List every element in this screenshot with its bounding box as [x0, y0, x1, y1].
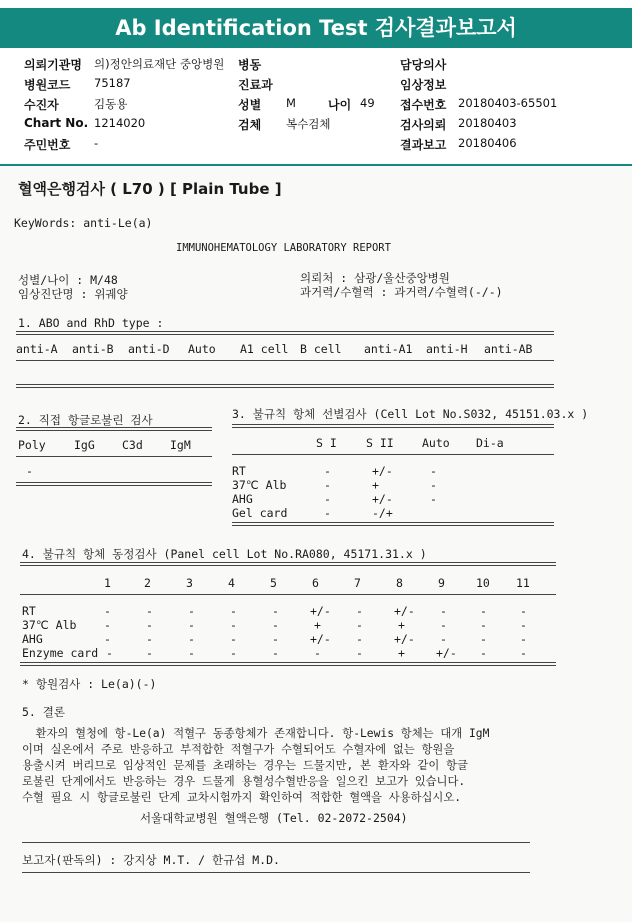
- screen-row-label: Gel card: [232, 506, 288, 520]
- panel-col: 9: [438, 576, 445, 590]
- panel-row-label: Enzyme card: [22, 646, 99, 660]
- panel-cell: -: [480, 618, 487, 632]
- panel-cell: -: [146, 618, 153, 632]
- dat-col: C3d: [122, 438, 143, 452]
- panel-cell: +: [398, 618, 405, 632]
- panel-cell: -: [272, 646, 279, 660]
- collector-value: 김동용: [94, 97, 128, 111]
- history: 과거력/수혈력 : 과거력/수혈력(-/-): [300, 285, 503, 299]
- panel-cell: -: [230, 632, 237, 646]
- rule: [16, 331, 554, 335]
- screen-cell: -: [324, 464, 331, 478]
- panel-cell: +/-: [436, 646, 457, 660]
- screen-cell: +/-: [372, 492, 393, 506]
- doctor-label: 담당의사: [400, 58, 447, 72]
- report-title: Ab Identification Test 검사결과보고서: [0, 8, 632, 48]
- screen-col: S II: [366, 436, 394, 450]
- rule: [20, 662, 556, 666]
- panel-cell: -: [188, 604, 195, 618]
- rule: [232, 522, 554, 526]
- panel-cell: -: [146, 604, 153, 618]
- panel-cell: -: [230, 618, 237, 632]
- screen-cell: -: [430, 478, 437, 492]
- screen-col: Auto: [422, 436, 450, 450]
- rule: [232, 454, 554, 455]
- panel-cell: -: [230, 604, 237, 618]
- chart-label: Chart No.: [24, 116, 89, 130]
- panel-cell: -: [188, 632, 195, 646]
- rule: [16, 482, 212, 486]
- specimen-value: 복수검체: [286, 117, 331, 131]
- panel-row-label: AHG: [22, 632, 43, 646]
- panel-col: 2: [144, 576, 151, 590]
- screen-cell: +: [372, 478, 379, 492]
- age-value: 49: [360, 96, 375, 110]
- panel-col: 8: [396, 576, 403, 590]
- section-2-title: 2. 직접 항글로불린 검사: [18, 413, 153, 427]
- screen-cell: -: [430, 492, 437, 506]
- screen-cell: -: [430, 464, 437, 478]
- section-5-title: 5. 결론: [22, 705, 65, 719]
- panel-cell: -: [188, 646, 195, 660]
- screen-row-label: RT: [232, 464, 246, 478]
- panel-cell: +/-: [394, 604, 415, 618]
- panel-cell: -: [314, 646, 321, 660]
- scanned-report: [0, 166, 632, 922]
- report-date-label: 결과보고: [400, 138, 447, 152]
- clinical-label: 임상정보: [400, 78, 447, 92]
- panel-cell: -: [104, 618, 111, 632]
- panel-col: 1: [104, 576, 111, 590]
- panel-col: 11: [516, 576, 530, 590]
- section-4-title: 4. 불규칙 항체 동정검사 (Panel cell Lot No.RA080, 45171.31.x ): [22, 547, 427, 561]
- reporter: 보고자(판독의) : 강지상 M.T. / 한규섭 M.D.: [22, 853, 280, 867]
- sex-age: 성별/나이 : M/48: [18, 273, 118, 287]
- panel-cell: -: [356, 618, 363, 632]
- dat-value: -: [26, 464, 33, 478]
- panel-cell: -: [520, 632, 527, 646]
- panel-cell: -: [230, 646, 237, 660]
- report-date-value: 20180406: [458, 136, 517, 150]
- section-3-title: 3. 불규칙 항체 선별검사 (Cell Lot No.S032, 45151.03.x ): [232, 407, 589, 421]
- panel-cell: -: [480, 604, 487, 618]
- screen-col: Di-a: [476, 436, 504, 450]
- rule: [16, 384, 554, 388]
- abo-col: anti-B: [72, 342, 114, 356]
- sex-value: M: [286, 96, 296, 110]
- rule: [20, 594, 556, 595]
- panel-col: 3: [186, 576, 193, 590]
- panel-cell: -: [520, 618, 527, 632]
- panel-cell: -: [520, 604, 527, 618]
- abo-col: Auto: [188, 342, 216, 356]
- conclusion-line: 수혈 필요 시 항글로불린 단계 교차시험까지 확인하여 적합한 혈액을 사용하십시오.: [22, 791, 462, 804]
- panel-cell: +: [398, 646, 405, 660]
- keywords: KeyWords: anti-Le(a): [14, 216, 153, 230]
- rule: [16, 427, 212, 431]
- panel-col: 5: [270, 576, 277, 590]
- panel-cell: -: [356, 632, 363, 646]
- screen-cell: -: [324, 492, 331, 506]
- abo-col: anti-H: [426, 342, 468, 356]
- rule: [20, 562, 556, 566]
- requester: 의뢰처 : 삼광/울산중앙병원: [300, 271, 450, 285]
- screen-row-label: 37℃ Alb: [232, 478, 287, 492]
- screen-cell: -: [324, 478, 331, 492]
- panel-cell: +/-: [310, 632, 331, 646]
- abo-col: A1 cell: [240, 342, 289, 356]
- sex-label: 성별: [238, 98, 262, 112]
- rrn-value: -: [94, 136, 99, 150]
- conclusion-line: 용출시켜 버리므로 임상적인 문제를 초래하는 경우는 드물지만, 본 환자와 같이 항글: [22, 759, 468, 772]
- panel-cell: +: [314, 618, 321, 632]
- panel-cell: -: [356, 604, 363, 618]
- dat-col: IgM: [170, 438, 191, 452]
- abo-col: anti-AB: [484, 342, 533, 356]
- panel-cell: -: [272, 632, 279, 646]
- specimen-label: 검체: [238, 118, 262, 132]
- panel-row-label: 37℃ Alb: [22, 618, 77, 632]
- request-value: 20180403: [458, 116, 517, 130]
- hospcode-label: 병원코드: [24, 78, 71, 92]
- receipt-value: 20180403-65501: [458, 96, 558, 110]
- dept-label: 진료과: [238, 78, 273, 92]
- panel-col: 7: [354, 576, 361, 590]
- screen-cell: -/+: [372, 506, 393, 520]
- report-header: [0, 48, 632, 166]
- report-heading: 혈액은행검사 ( L70 ) [ Plain Tube ]: [18, 180, 282, 198]
- panel-cell: -: [104, 604, 111, 618]
- panel-col: 6: [312, 576, 319, 590]
- panel-col: 4: [228, 576, 235, 590]
- screen-col: S I: [316, 436, 337, 450]
- screen-cell: +/-: [372, 464, 393, 478]
- panel-cell: -: [440, 618, 447, 632]
- panel-cell: -: [440, 632, 447, 646]
- panel-row-label: RT: [22, 604, 36, 618]
- lab-title: IMMUNOHEMATOLOGY LABORATORY REPORT: [176, 242, 391, 254]
- ward-label: 병동: [238, 58, 262, 72]
- panel-cell: -: [188, 618, 195, 632]
- blood-bank-contact: 서울대학교병원 혈액은행 (Tel. 02-2072-2504): [140, 811, 408, 825]
- rule: [16, 360, 554, 361]
- antigen-test: * 항원검사 : Le(a)(-): [22, 677, 157, 691]
- panel-col: 10: [476, 576, 490, 590]
- diagnosis: 임상진단명 : 위궤양: [18, 287, 128, 301]
- hospital-value: 의)정안의료재단 중앙병원: [94, 57, 225, 71]
- rule: [232, 424, 554, 428]
- conclusion-line: 환자의 혈청에 항-Le(a) 적혈구 동종항체가 존재합니다. 항-Lewis 항체는 대개 IgM: [22, 727, 490, 740]
- panel-cell: -: [272, 604, 279, 618]
- section-1-title: 1. ABO and RhD type :: [18, 316, 164, 330]
- abo-col: anti-A1: [364, 342, 413, 356]
- abo-col: anti-D: [128, 342, 170, 356]
- receipt-label: 접수번호: [400, 98, 447, 112]
- panel-cell: -: [104, 632, 111, 646]
- panel-cell: +/-: [394, 632, 415, 646]
- conclusion-line: 로불린 단계에서도 반응하는 경우 드물게 용혈성수혈반응을 일으킨 보고가 있습니다.: [22, 775, 466, 788]
- age-label: 나이: [328, 98, 352, 112]
- panel-cell: -: [520, 646, 527, 660]
- panel-cell: -: [480, 646, 487, 660]
- hospital-label: 의뢰기관명: [24, 58, 82, 72]
- hospcode-value: 75187: [94, 76, 131, 90]
- abo-col: anti-A: [16, 342, 58, 356]
- dat-col: IgG: [74, 438, 95, 452]
- abo-col: B cell: [300, 342, 342, 356]
- rule: [22, 842, 530, 843]
- panel-cell: -: [146, 646, 153, 660]
- dat-col: Poly: [18, 438, 46, 452]
- rule: [22, 872, 530, 873]
- rrn-label: 주민번호: [24, 138, 71, 152]
- rule: [16, 456, 212, 457]
- panel-cell: -: [146, 632, 153, 646]
- collector-label: 수진자: [24, 98, 59, 112]
- panel-cell: +/-: [310, 604, 331, 618]
- panel-cell: -: [440, 604, 447, 618]
- panel-cell: -: [356, 646, 363, 660]
- chart-value: 1214020: [94, 116, 146, 130]
- screen-row-label: AHG: [232, 492, 253, 506]
- panel-cell: -: [480, 632, 487, 646]
- panel-cell: -: [272, 618, 279, 632]
- conclusion-line: 이며 실온에서 주로 반응하고 부적합한 적혈구가 수혈되어도 수혈자에 없는 항원을: [22, 743, 455, 756]
- screen-cell: -: [324, 506, 331, 520]
- panel-cell: -: [106, 646, 113, 660]
- request-label: 검사의뢰: [400, 118, 447, 132]
